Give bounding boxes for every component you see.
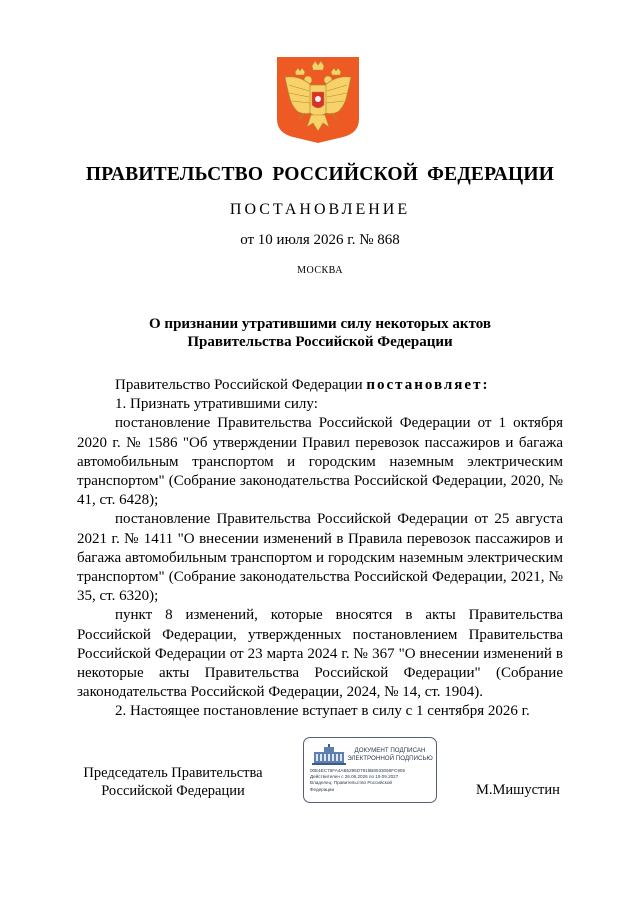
stamp-title xyxy=(344,747,436,762)
stamp-title-line-2: ЭЛЕКТРОННОЙ ПОДПИСЬЮ xyxy=(347,754,433,762)
subject-line-2: Правительства Российской Федерации xyxy=(187,334,453,350)
paragraph-1: 1. Признать утратившими силу: xyxy=(115,396,318,413)
government-building-icon xyxy=(311,744,347,766)
paragraph-2: постановление Правительства Российской Федерации от 1 октября 2020 г. № 1586 "Об утверждении Правил перевозок пассажиров и багажа автомобильным транспортом и городским наземным электрическим транспортом" (Собрание законодательства Российской Федерации, 2020, № 41, ст. 6428); xyxy=(77,415,563,509)
stamp-owner-line-1: Владелец: Правительство Российской xyxy=(310,780,392,786)
stamp-title-line-1: ДОКУМЕНТ ПОДПИСАН xyxy=(354,747,426,754)
document-body xyxy=(77,376,563,722)
position-line-2: Российской Федерации xyxy=(101,783,245,799)
paragraph-3: постановление Правительства Российской Федерации от 25 августа 2021 г. № 1411 "О внесении изменений в Правила перевозок пассажиров и багажа автомобильным транспортом и городским наземным электрическим транспортом" (Собрание законодательства Российской Федерации, 2021, № 35, ст. 6320); xyxy=(77,511,563,605)
document-city: МОСКВА xyxy=(297,265,343,276)
stamp-owner-line-2: Федерации xyxy=(310,786,335,792)
intro-text: Правительство Российской Федерации xyxy=(115,377,367,393)
subject-line-1: О признании утратившими силу некоторых актов xyxy=(149,316,491,332)
stamp-validity: Действителен с 26.06.2026 по 19.09.2027 xyxy=(310,774,399,780)
document-type: ПОСТАНОВЛЕНИЕ xyxy=(229,201,411,218)
signatory-position xyxy=(78,764,268,800)
coat-of-arms-emblem xyxy=(277,57,359,143)
paragraph-5: 2. Настоящее постановление вступает в силу с 1 сентября 2026 г. xyxy=(115,703,530,720)
electronic-signature-stamp xyxy=(303,737,437,803)
document-subject xyxy=(0,315,640,351)
paragraph-4: пункт 8 изменений, которые вносятся в акты Правительства Российской Федерации, утвержденных постановлением Правительства Российской Федерации от 23 марта 2024 г. № 367 "О внесении изменений в некоторые акты Правительства Российской Федерации" (Собрание законодательства Российской Федерации, 2024, № 14, ст. 1904). xyxy=(77,607,563,701)
stamp-details xyxy=(310,768,436,793)
document-date-number: от 10 июля 2026 г. № 868 xyxy=(240,232,400,248)
stamp-certificate: 00E4EC76FA4AB5296D7915B8033066FC905 xyxy=(310,768,406,773)
decree-word: постановляет: xyxy=(366,377,490,393)
intro-paragraph xyxy=(77,376,563,395)
government-title: ПРАВИТЕЛЬСТВО РОССИЙСКОЙ ФЕДЕРАЦИИ xyxy=(85,164,555,185)
position-line-1: Председатель Правительства xyxy=(83,765,263,781)
signatory-name: М.Мишустин xyxy=(476,782,560,798)
